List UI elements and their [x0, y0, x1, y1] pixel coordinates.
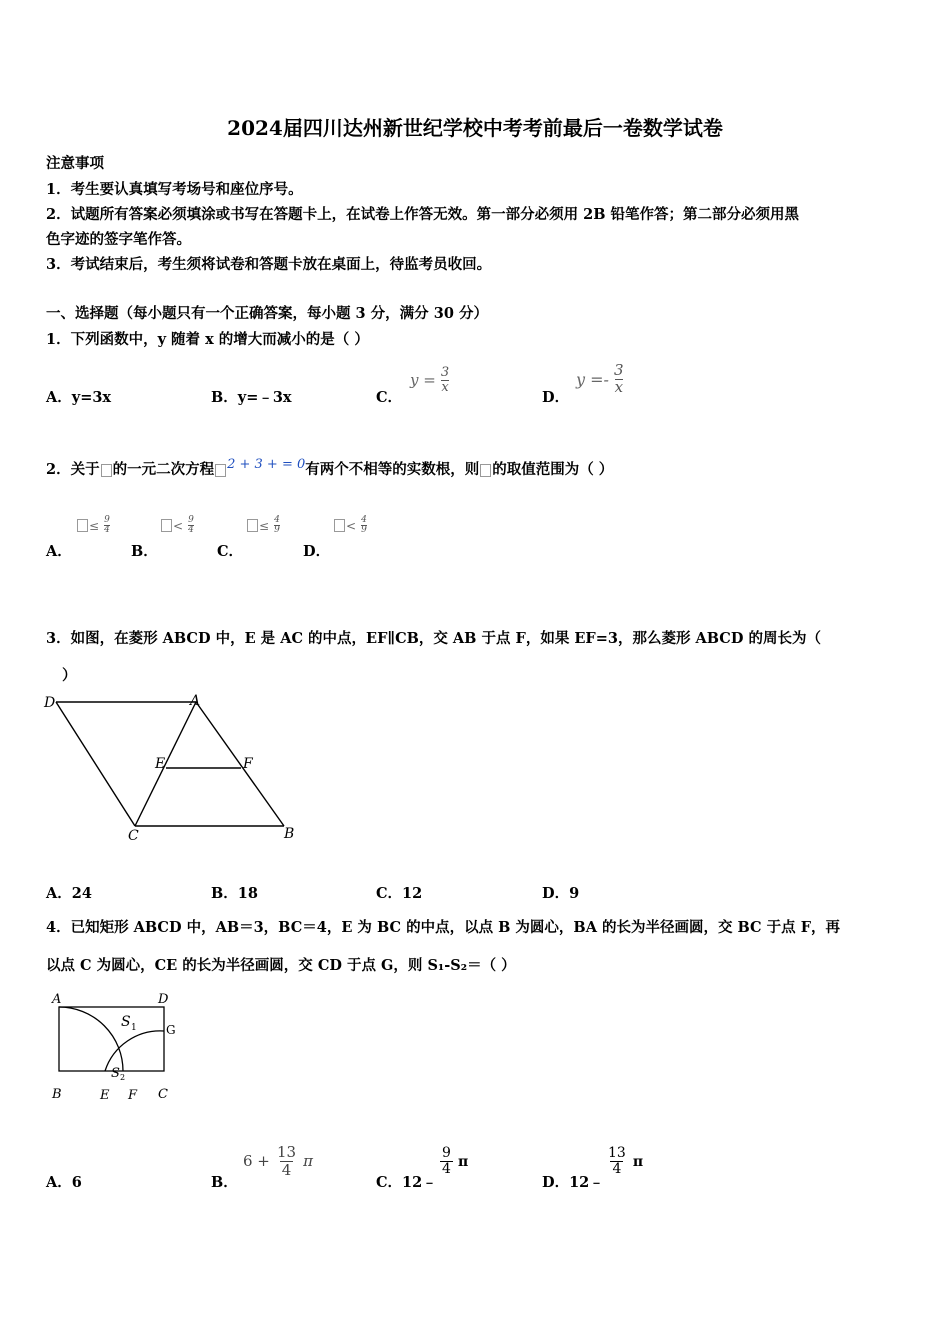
q2-stem: 2．关于 的一元二次方程 2 + 3 + = 0有两个不相等的实数根，则 的取值范围为（ ） — [46, 457, 614, 478]
missing-symbol-icon — [101, 464, 112, 477]
label-f: F — [128, 1088, 138, 1103]
q1-option-d-formula: y =- $\frac{3}{x}$ — [576, 361, 624, 396]
edge-ab — [196, 702, 284, 826]
label-b: B — [52, 1087, 62, 1102]
q2-option-c: C． — [217, 543, 244, 560]
label-g: G — [166, 1023, 176, 1037]
q3-option-d: D．9 — [542, 885, 580, 902]
edge-dc — [56, 702, 135, 826]
q1-option-a: A．y=3x — [46, 389, 112, 406]
q4-option-c: C．12﹣ — [376, 1174, 437, 1191]
rectangle-abcd — [59, 1007, 164, 1071]
q2-option-a-formula: ≤ $\frac{9}{4}$ — [76, 515, 110, 535]
label-e: E — [155, 756, 166, 772]
section-heading: 一、选择题（每小题只有一个正确答案，每小题 3 分，满分 30 分） — [46, 305, 488, 322]
label-d: D — [158, 992, 169, 1007]
q1-option-c-formula: y = $\frac{3}{x}$ — [410, 365, 450, 395]
q1-option-c: C． — [376, 389, 403, 406]
q3-option-a: A．24 — [46, 885, 92, 902]
q2-option-a: A． — [46, 543, 72, 560]
q2-option-b: B． — [131, 543, 158, 560]
label-a: A — [190, 693, 201, 709]
page-title: 2024届四川达州新世纪学校中考考前最后一卷数学试卷 — [227, 116, 723, 140]
label-s2-sub: 2 — [120, 1073, 126, 1082]
label-b: B — [284, 826, 295, 842]
diagonal-ac — [135, 702, 196, 826]
label-s1-sub: 1 — [131, 1023, 137, 1033]
label-d: D — [44, 695, 56, 711]
missing-symbol-icon — [480, 464, 491, 477]
arc-centered-b — [59, 1007, 123, 1071]
notice-item: 3．考试结束后，考生须将试卷和答题卡放在桌面上，待监考员收回。 — [46, 256, 492, 273]
q1-option-d: D． — [542, 389, 570, 406]
label-s2: S — [111, 1066, 120, 1081]
label-c: C — [128, 828, 139, 844]
q4-stem-line1: 4．已知矩形 ABCD 中，AB＝3，BC＝4，E 为 BC 的中点，以点 B 为圆心，BA 的长为半径画圆，交 BC 于点 F，再 — [46, 919, 840, 936]
label-a: A — [52, 992, 62, 1007]
q3-rhombus-figure — [40, 688, 310, 848]
label-f: F — [243, 756, 253, 772]
q4-option-d-fraction: $\frac{13}{4}$ π — [608, 1145, 644, 1178]
q4-stem-line2: 以点 C 为圆心，CE 的长为半径画圆，交 CD 于点 G，则 S₁-S₂＝（ ） — [46, 957, 516, 974]
q4-option-a: A．6 — [46, 1174, 82, 1191]
q2-option-d: D． — [303, 543, 331, 560]
label-c: C — [158, 1087, 168, 1102]
notice-item: 1．考生要认真填写考场号和座位序号。 — [46, 181, 303, 198]
q4-rectangle-figure — [44, 988, 194, 1108]
q3-stem-cont: ） — [62, 667, 77, 684]
q4-option-d: D．12﹣ — [542, 1174, 604, 1191]
label-e: E — [100, 1088, 110, 1103]
label-s1: S — [121, 1014, 131, 1030]
notice-heading: 注意事项 — [46, 155, 104, 172]
q4-option-b: B． — [211, 1174, 238, 1191]
q3-option-b: B．18 — [211, 885, 258, 902]
q2-option-d-formula: < $\frac{4}{9}$ — [333, 515, 367, 535]
q2-option-c-formula: ≤ $\frac{4}{9}$ — [246, 515, 280, 535]
notice-item: 色字迹的签字笔作答。 — [46, 231, 191, 248]
q1-option-b: B．y=﹣3x — [211, 389, 292, 406]
q3-option-c: C．12 — [376, 885, 423, 902]
q4-option-c-fraction: $\frac{9}{4}$ π — [442, 1145, 469, 1178]
q2-option-b-formula: < $\frac{9}{4}$ — [160, 515, 194, 535]
missing-symbol-icon — [215, 464, 226, 477]
q3-stem: 3．如图，在菱形 ABCD 中，E 是 AC 的中点，EF∥CB，交 AB 于点 F，如果 EF=3，那么菱形 ABCD 的周长为（ — [46, 630, 821, 647]
notice-item: 2．试题所有答案必须填涂或书写在答题卡上，在试卷上作答无效。第一部分必须用 2B 铅笔作答；第二部分必须用黑 — [46, 206, 800, 223]
q1-stem: 1．下列函数中，y 随着 x 的增大而减小的是（ ） — [46, 331, 369, 348]
q4-option-b-formula: 6 + $\frac{13}{4}$ π — [243, 1143, 314, 1179]
